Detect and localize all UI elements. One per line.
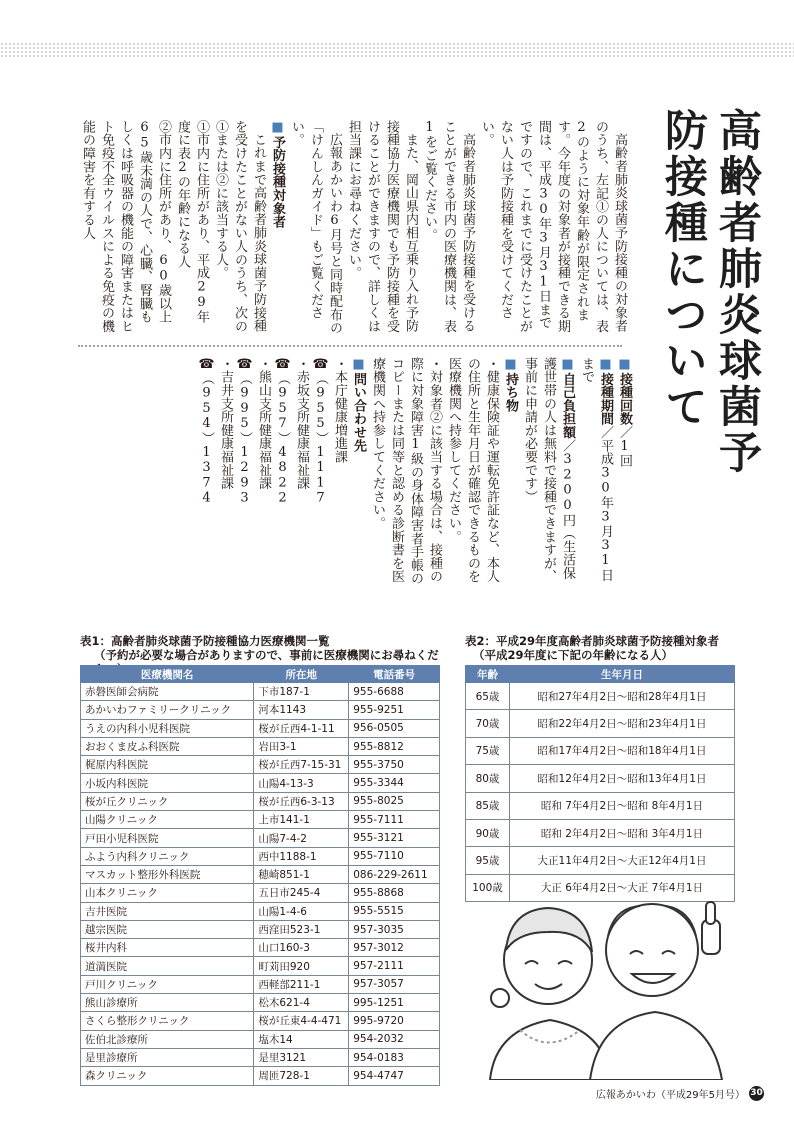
table2-cell-age: 90歳: [466, 819, 510, 846]
page-number-badge: 30: [749, 1086, 764, 1101]
table1-cell-address: 桜が丘西6-3-13: [254, 792, 349, 810]
table1-cell-name: 越宗医院: [81, 920, 254, 938]
contact-4-name: ・吉井支所健康福祉課: [218, 357, 233, 490]
page-footer: [596, 1086, 764, 1101]
detail-count: [615, 357, 634, 587]
table1-row: [81, 884, 440, 902]
table1-header-phone: 電話番号: [349, 666, 440, 683]
table2-note: （平成29年度に下記の年齢になる人）: [473, 648, 674, 662]
table1-cell-name: 吉井医院: [81, 902, 254, 920]
contact-1-tel: ☎（955）1117: [313, 357, 328, 506]
contact-1-name: ・本庁健康増進課: [332, 357, 347, 464]
table1-cell-name: 戸田小児科医院: [81, 829, 254, 847]
table1-row: [81, 683, 440, 701]
table1-cell-phone: 957-2111: [349, 957, 440, 975]
table1-cell-name: 桜が丘クリニック: [81, 792, 254, 810]
table1-cell-name: 山本クリニック: [81, 884, 254, 902]
square-bullet-icon: ■: [598, 357, 613, 373]
table2-cell-age: 100歳: [466, 874, 510, 901]
detail-bring: [501, 357, 520, 587]
target-heading-label: 予防接種対象者: [270, 135, 285, 229]
decorative-dot-band: [0, 42, 794, 58]
table1-cell-phone: 957-3035: [349, 920, 440, 938]
detail-period: [577, 357, 615, 587]
table1-cell-name: ふよう内科クリニック: [81, 847, 254, 865]
table2-cell-age: 85歳: [466, 792, 510, 819]
table1-cell-phone: 955-3750: [349, 756, 440, 774]
table1-cell-phone: 955-8812: [349, 737, 440, 755]
table1-cell-address: 塩木14: [254, 1030, 349, 1048]
table1-cell-name: 小坂内科医院: [81, 774, 254, 792]
table1-cell-phone: 954-4747: [349, 1067, 440, 1085]
table1-cell-phone: 955-5515: [349, 902, 440, 920]
table1-cell-name: 戸川クリニック: [81, 975, 254, 993]
table2-cell-birthdate: 昭和22年4月2日～昭和23年4月1日: [510, 710, 735, 737]
table1-cell-phone: 957-3012: [349, 939, 440, 957]
table1-cell-address: 周匝728-1: [254, 1067, 349, 1085]
detail-period-value: ／平成30年3月31日まで: [579, 357, 613, 582]
table1-cell-name: うえの内科小児科医院: [81, 719, 254, 737]
table1-cell-phone: 086-229-2611: [349, 865, 440, 883]
table1-header-address: 所在地: [254, 666, 349, 683]
table1-cell-address: 町苅田920: [254, 957, 349, 975]
intro-text-block: [80, 120, 629, 335]
table1-header-name: 医療機関名: [81, 666, 254, 683]
table2-cell-birthdate: 大正 6年4月2日～大正 7年4月1日: [510, 874, 735, 901]
table1-cell-phone: 955-3344: [349, 774, 440, 792]
table1-cell-address: 山口160-3: [254, 939, 349, 957]
intro-paragraph-3: また、岡山県内相互乗り入れ予防接種協力医療機関でも予防接種を受けることができますので、詳しくは担当課にお尋ねください。: [346, 120, 418, 333]
table1-cell-name: 是里診療所: [81, 1048, 254, 1066]
table2-header-birthdate: 生年月日: [510, 666, 735, 683]
table2-header-row: [466, 666, 735, 683]
contact-2-name: ・赤坂支所健康福祉課: [294, 357, 309, 490]
table1-cell-name: マスカット整形外科医院: [81, 865, 254, 883]
table1-row: [81, 975, 440, 993]
table2-row: [466, 737, 735, 764]
target-item-1: ①市内に住所があり、平成29年度に表2の年齢になる人: [175, 120, 209, 324]
table2-row: [466, 683, 735, 710]
footer-publication: 広報あかいわ（平成29年5月号）: [595, 1090, 745, 1101]
table1-cell-phone: 954-2032: [349, 1030, 440, 1048]
target-ages-table: [465, 665, 735, 902]
table2-header-age: 年齢: [466, 666, 510, 683]
table2-caption: 表2：平成29年度高齢者肺炎球菌予防接種対象者: [465, 634, 720, 648]
table1-row: [81, 1048, 440, 1066]
target-heading: [268, 120, 287, 335]
table1-cell-address: 桜が丘西4-1-11: [254, 719, 349, 737]
elderly-couple-illustration: [480, 880, 730, 1080]
table1-cell-phone: 954-0183: [349, 1048, 440, 1066]
table1-row: [81, 865, 440, 883]
table1-cell-phone: 956-0505: [349, 719, 440, 737]
intro-paragraph-4: 広報あかいわ6月号と同時配布の「けんしんガイド」もご覧ください。: [289, 120, 342, 335]
square-bullet-icon: ■: [503, 357, 518, 373]
table1-cell-name: 道満医院: [81, 957, 254, 975]
table1-row: [81, 792, 440, 810]
table2-cell-age: 80歳: [466, 765, 510, 792]
table1-cell-address: 松木621-4: [254, 994, 349, 1012]
elderly-woman-figure: [490, 908, 610, 1080]
table1-cell-address: 西窪田523-1: [254, 920, 349, 938]
table1-row: [81, 902, 440, 920]
table1-cell-name: 佐伯北診療所: [81, 1030, 254, 1048]
detail-period-label: 接種期間: [598, 372, 613, 426]
target-item-2: ②市内に住所があり、60歳以上65歳未満の人で、心臓、腎臓もしくは呼吸器の機能の障害またはヒト免疫不全ウイルスによる免疫の機能の障害を有する人: [80, 120, 171, 333]
table2-row: [466, 765, 735, 792]
table1-cell-name: 熊山診療所: [81, 994, 254, 1012]
contact-2-tel: ☎（957）4822: [275, 357, 290, 506]
table1-cell-phone: 957-3057: [349, 975, 440, 993]
table1-caption: 表1：高齢者肺炎球菌予防接種協力医療機関一覧: [80, 634, 330, 648]
table1-row: [81, 994, 440, 1012]
details-text-block: [154, 357, 634, 587]
table2-cell-age: 75歳: [466, 737, 510, 764]
table2-cell-birthdate: 昭和 7年4月2日～昭和 8年4月1日: [510, 792, 735, 819]
contact-3-name: ・熊山支所健康福祉課: [256, 357, 271, 490]
page-title: 高齢者肺炎球菌予防接種について: [658, 108, 762, 476]
table2-cell-birthdate: 昭和12年4月2日～昭和13年4月1日: [510, 765, 735, 792]
table1-row: [81, 719, 440, 737]
table1-cell-name: おおくま皮ふ科医院: [81, 737, 254, 755]
table1-cell-name: 桜井内科: [81, 939, 254, 957]
table1-cell-address: 下市187-1: [254, 683, 349, 701]
table1-cell-address: 岩田3-1: [254, 737, 349, 755]
intro-paragraph-2: 高齢者肺炎球菌予防接種を受けることができる市内の医療機関は、表1をご覧ください。: [422, 120, 475, 333]
table1-cell-address: 山陽7-4-2: [254, 829, 349, 847]
table2-cell-birthdate: 昭和17年4月2日～昭和18年4月1日: [510, 737, 735, 764]
table1-cell-address: 穂崎851-1: [254, 865, 349, 883]
table1-cell-address: 上市141-1: [254, 811, 349, 829]
table1-row: [81, 847, 440, 865]
elderly-man-figure: [590, 902, 722, 1080]
table2-cell-birthdate: 昭和27年4月2日～昭和28年4月1日: [510, 683, 735, 710]
table1-cell-phone: 955-7111: [349, 811, 440, 829]
table1-cell-address: 河本1143: [254, 701, 349, 719]
table1-row: [81, 939, 440, 957]
detail-cost-value: ／3200円（生活保護世帯の人は無料で接種できますが、事前に申請が必要です）: [522, 357, 575, 584]
table1-row: [81, 737, 440, 755]
table1-cell-name: 森クリニック: [81, 1067, 254, 1085]
table1-cell-address: 西軽部211-1: [254, 975, 349, 993]
table1-cell-phone: 955-9251: [349, 701, 440, 719]
table1-row: [81, 811, 440, 829]
table1-cell-address: 山陽4-13-3: [254, 774, 349, 792]
table2-row: [466, 819, 735, 846]
medical-institutions-table: [80, 665, 440, 1086]
table1-cell-name: 赤磐医師会病院: [81, 683, 254, 701]
table1-note: （予約が必要な場合がありますので、事前に医療機関にお尋ねくだ: [94, 648, 439, 662]
table1-cell-address: 西中1188-1: [254, 847, 349, 865]
table1-row: [81, 1030, 440, 1048]
table1-cell-name: あかいわファミリークリニック: [81, 701, 254, 719]
square-bullet-icon: ■: [351, 357, 366, 373]
table2-cell-birthdate: 大正11年4月2日～大正12年4月1日: [510, 847, 735, 874]
table1-cell-address: 山陽1-4-6: [254, 902, 349, 920]
intro-paragraph-1: 高齢者肺炎球菌予防接種の対象者のうち、左記①の人については、表2のように対象年齢が限定されます。今年度の対象者が接種できる期間は、平成30年3月31日までですので、これまでに受けたことがない人は予防接種を受けてください。: [479, 120, 627, 333]
table1-cell-address: 桜が丘東4-4-471: [254, 1012, 349, 1030]
table2-cell-birthdate: 昭和 2年4月2日～昭和 3年4月1日: [510, 819, 735, 846]
table1-cell-name: 梶原内科医院: [81, 756, 254, 774]
table2-caption-block: [465, 634, 755, 662]
table1-cell-address: 五日市245-4: [254, 884, 349, 902]
target-paragraph: これまで高齢者肺炎球菌予防接種を受けたことがない人のうち、次の①または②に該当する人。: [213, 120, 266, 333]
table1-cell-phone: 995-1251: [349, 994, 440, 1012]
table1-row: [81, 1067, 440, 1085]
bring-item-2: ・対象者②に該当する場合は、接種の際に対象障害1級の身体障害者手帳のコピーまたは同等と認める診断書を医療機関へ持参してください。: [370, 357, 442, 586]
table1-row: [81, 829, 440, 847]
contact-3-tel: ☎（995）1293: [237, 357, 252, 506]
detail-count-value: ／1回: [617, 425, 632, 468]
contact-heading-label: 問い合わせ先: [351, 372, 366, 453]
table1-cell-phone: 955-3121: [349, 829, 440, 847]
detail-cost-label: 自己負担額: [560, 372, 575, 439]
table2-cell-age: 95歳: [466, 847, 510, 874]
table1-row: [81, 701, 440, 719]
table1-header-row: [81, 666, 440, 683]
square-bullet-icon: ■: [270, 120, 285, 136]
table1-row: [81, 774, 440, 792]
table1-cell-phone: 955-6688: [349, 683, 440, 701]
table1-cell-name: さくら整形クリニック: [81, 1012, 254, 1030]
table2-row: [466, 847, 735, 874]
contact-heading: [349, 357, 368, 587]
detail-count-label: 接種回数: [617, 372, 632, 426]
table1-row: [81, 756, 440, 774]
table1-cell-phone: 955-7110: [349, 847, 440, 865]
table1-cell-address: 桜が丘西7-15-31: [254, 756, 349, 774]
table1-cell-phone: 995-9720: [349, 1012, 440, 1030]
square-bullet-icon: ■: [560, 357, 575, 373]
table1-cell-phone: 955-8868: [349, 884, 440, 902]
table2-cell-age: 70歳: [466, 710, 510, 737]
contact-4-tel: ☎（954）1374: [199, 357, 214, 506]
detail-cost: [520, 357, 577, 587]
table1-cell-address: 是里3121: [254, 1048, 349, 1066]
table2-cell-age: 65歳: [466, 683, 510, 710]
table2-row: [466, 710, 735, 737]
table1-cell-phone: 955-8025: [349, 792, 440, 810]
detail-bring-label: 持ち物: [503, 372, 518, 413]
table1-row: [81, 1012, 440, 1030]
section-divider: [78, 345, 622, 347]
square-bullet-icon: ■: [617, 357, 632, 373]
table1-row: [81, 920, 440, 938]
table1-row: [81, 957, 440, 975]
table1-cell-name: 山陽クリニック: [81, 811, 254, 829]
table2-row: [466, 792, 735, 819]
bring-item-1: ・健康保険証や運転免許証など、本人の住所と生年月日が確認できるものを医療機関へ持参してください。: [446, 357, 499, 584]
